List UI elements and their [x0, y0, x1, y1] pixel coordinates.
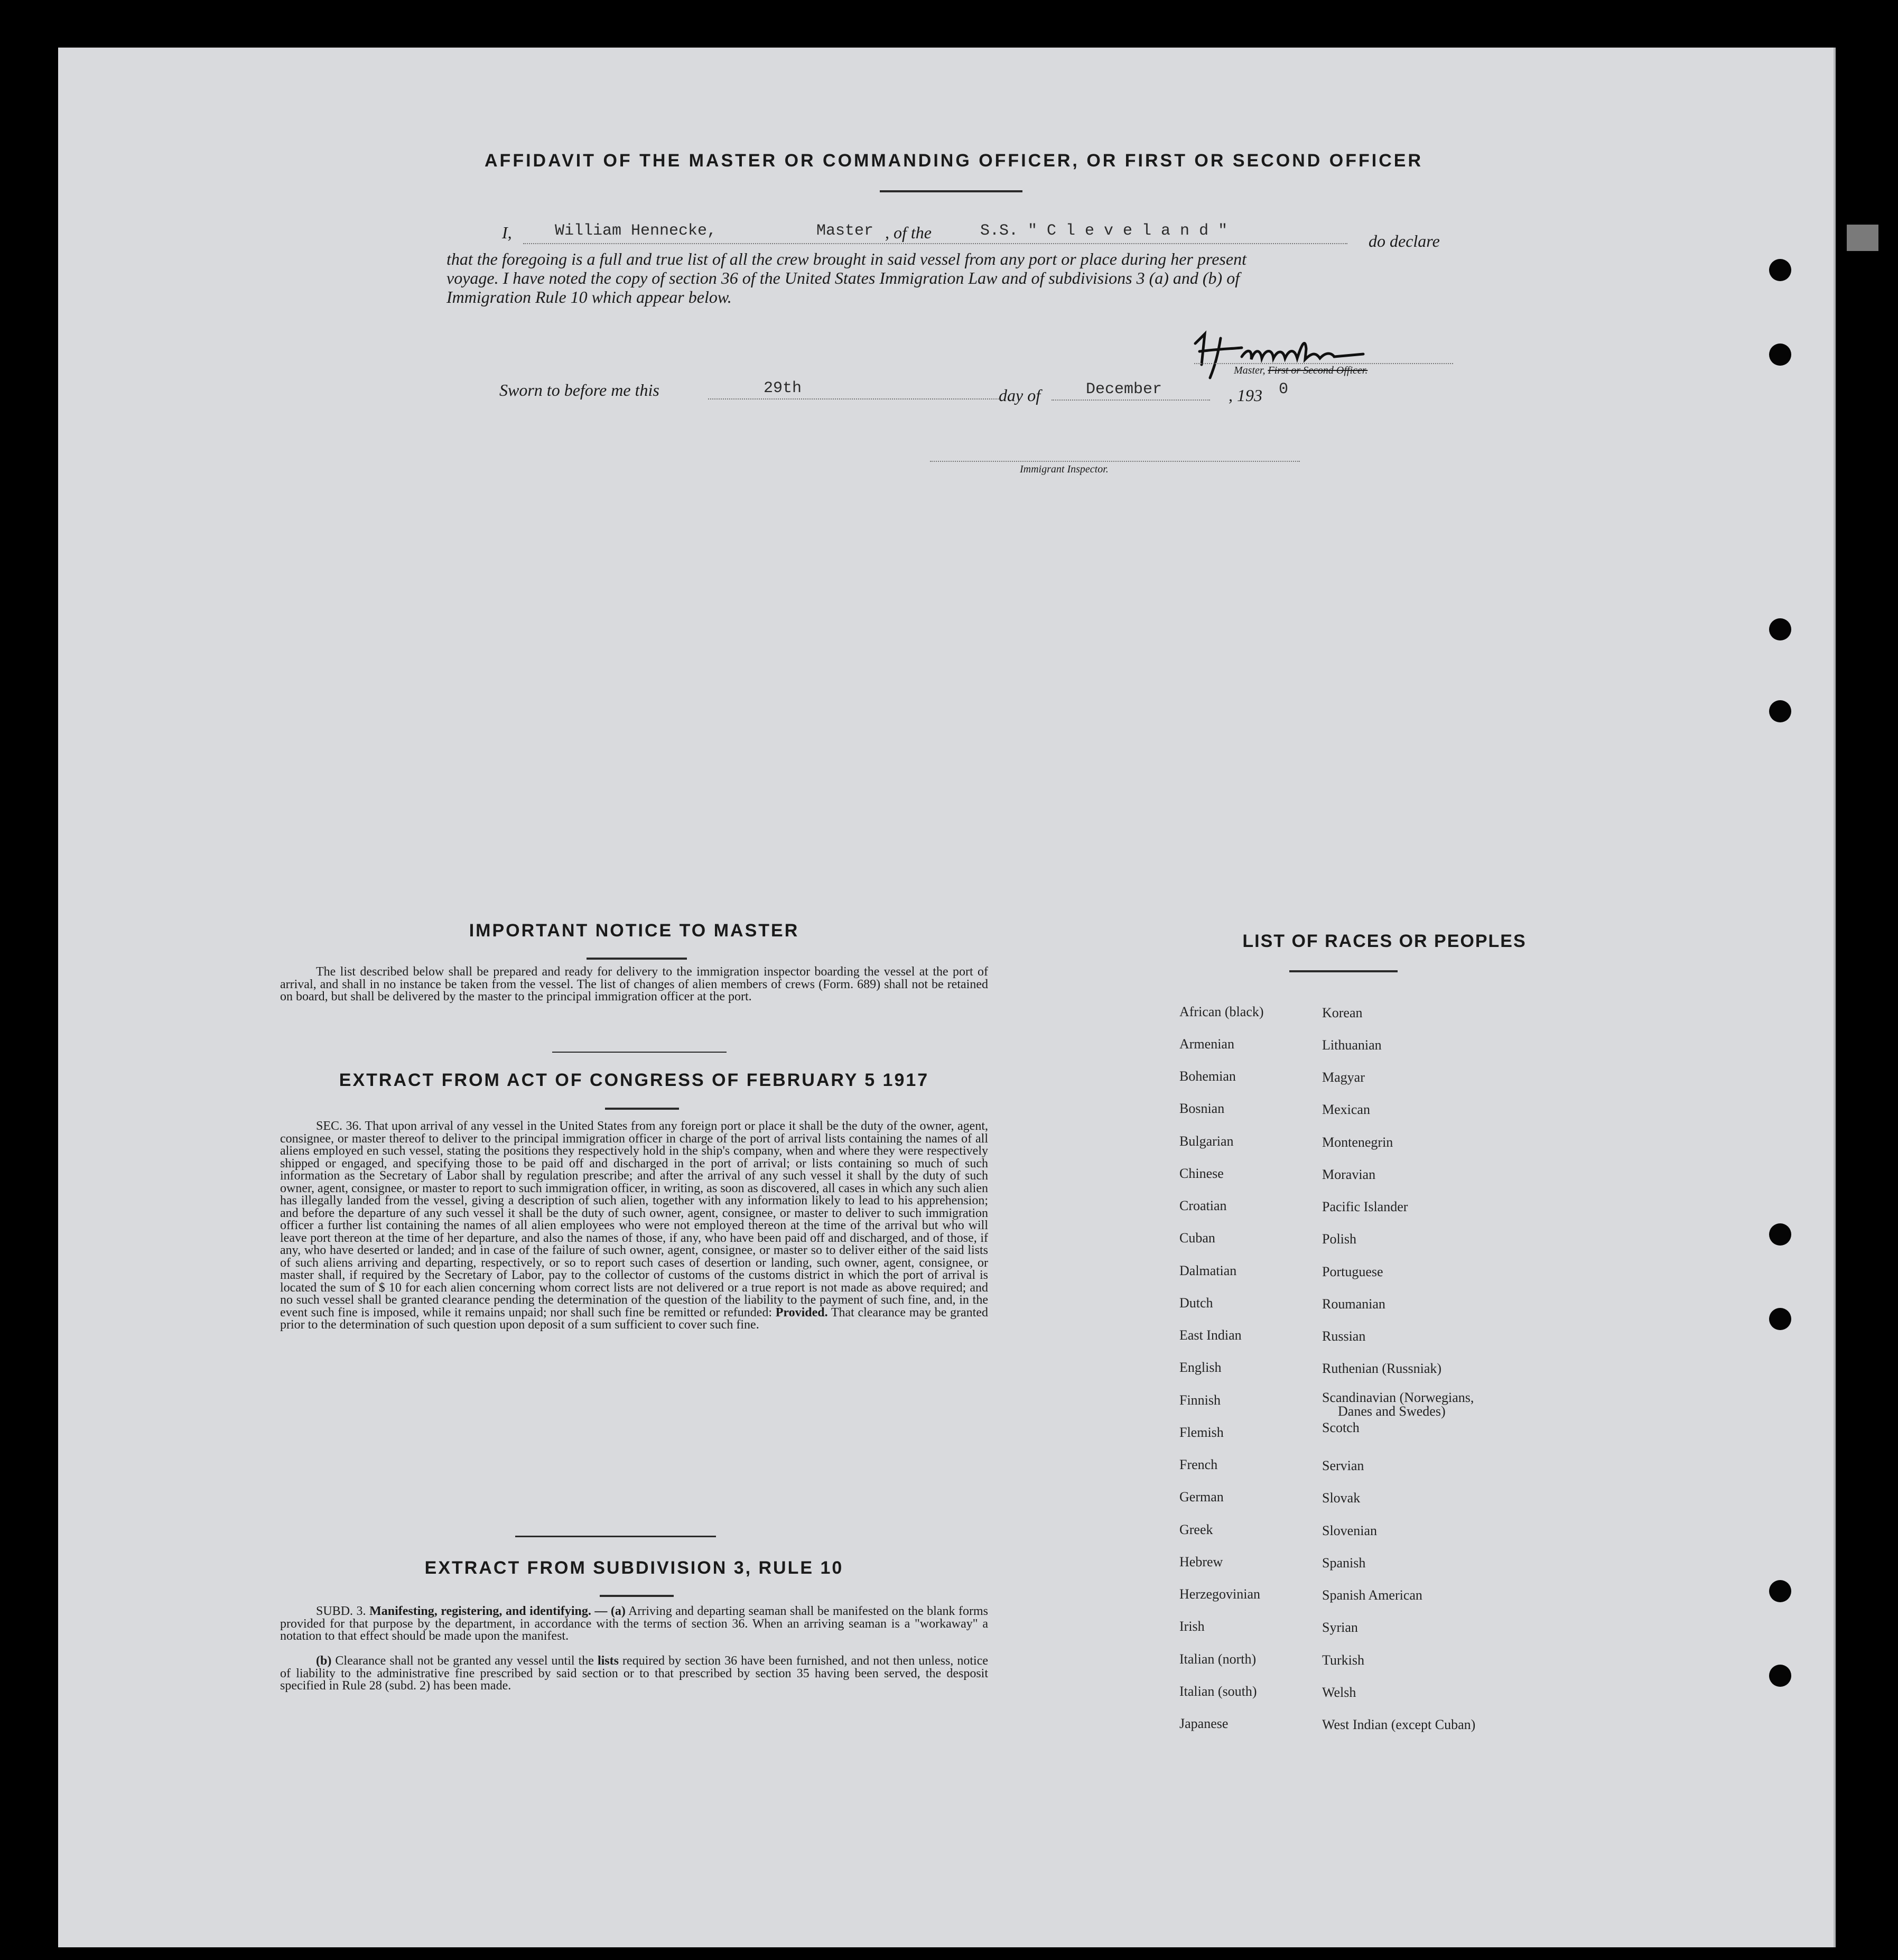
race-item: Bohemian [1179, 1069, 1236, 1084]
race-item: Polish [1322, 1231, 1357, 1247]
race-item: Danes and Swedes) [1338, 1404, 1446, 1419]
act-rule [605, 1108, 679, 1110]
master-signature [1189, 328, 1432, 391]
notice-bottom-rule [552, 1052, 727, 1053]
master-name-field: William Hennecke, [555, 222, 717, 240]
act-title: EXTRACT FROM ACT OF CONGRESS OF FEBRUARY 5 1917 [339, 1070, 929, 1090]
race-item: Scotch [1322, 1420, 1360, 1435]
act-provided: Provided. [775, 1305, 828, 1320]
race-item: Syrian [1322, 1620, 1358, 1635]
race-item: English [1179, 1360, 1222, 1375]
race-item: Flemish [1179, 1425, 1224, 1440]
races-rule [1289, 970, 1398, 972]
race-item: Moravian [1322, 1167, 1376, 1182]
race-item: French [1179, 1457, 1218, 1472]
caption-master: Master, [1234, 365, 1266, 376]
month-dotline [1052, 400, 1210, 401]
signature-dotline [1194, 363, 1453, 364]
race-item: Mexican [1322, 1102, 1370, 1117]
rank-field: Master [816, 222, 874, 240]
race-item: Italian (north) [1179, 1651, 1257, 1667]
name-dotline [523, 243, 1347, 244]
punch-hole [1769, 259, 1791, 281]
punch-hole [1769, 343, 1791, 366]
declare-label: do declare [1369, 231, 1440, 250]
vessel-name-field: S.S. " C l e v e l a n d " [980, 222, 1228, 240]
edge-tab [1847, 225, 1878, 251]
race-item: Ruthenian (Russniak) [1322, 1361, 1442, 1376]
b-text-2: required by section 36 have been furnished, and not then unless, notice of liability to the administrative fine prescribed by said section or to that prescribed by section 35 having been served, the desposit specified in Rule 28 (subd. 2) has been made. [280, 1654, 988, 1693]
act-bottom-rule [515, 1536, 716, 1537]
race-item: Bulgarian [1179, 1134, 1234, 1149]
subd-text: Arriving and departing seaman shall be manifested on the blank forms provided for that purpose by the department, in accordance with the terms of section 36. When an arriving seaman is a "workaway" a notation to that effect should be made upon the manifest. [280, 1604, 989, 1643]
affidavit-line-3: voyage. I have noted the copy of section 36 of the United States Immigration Law and of subdivisions 3 (a) and (b) of [446, 268, 1240, 287]
race-item: Japanese [1179, 1716, 1229, 1731]
race-item: Montenegrin [1322, 1135, 1393, 1150]
race-item: Chinese [1179, 1166, 1224, 1181]
race-item: West Indian (except Cuban) [1322, 1717, 1476, 1732]
race-item: German [1179, 1489, 1224, 1504]
notice-text: The list described below shall be prepared and ready for delivery to the immigration inspector boarding the vessel at the port of arrival, and shall in no instance be taken from the vessel. The list of changes of alien members of crews (Form. 689) shall not be retained on board, but shall be delivered by the master to the principal immigration officer at the port. [280, 965, 988, 1004]
punch-hole [1769, 700, 1791, 722]
race-item: Dalmatian [1179, 1263, 1237, 1278]
rule-title-rule [600, 1595, 674, 1597]
race-item: Russian [1322, 1329, 1366, 1344]
punch-hole [1769, 1308, 1791, 1330]
sworn-label: Sworn to before me this [499, 380, 659, 400]
punch-hole [1769, 1580, 1791, 1602]
sworn-day-field: 29th [764, 379, 802, 397]
race-item: Korean [1322, 1005, 1363, 1020]
race-item: Welsh [1322, 1685, 1356, 1700]
of-the-label: , of the [885, 223, 932, 242]
race-item: Servian [1322, 1458, 1364, 1473]
race-item: Greek [1179, 1522, 1213, 1537]
punch-hole [1769, 1223, 1791, 1246]
race-item: Spanish American [1322, 1587, 1422, 1603]
b-bold: lists [597, 1654, 619, 1668]
race-item: Pacific Islander [1322, 1199, 1408, 1214]
affidavit-title: AFFIDAVIT OF THE MASTER OR COMMANDING OFFICER, OR FIRST OR SECOND OFFICER [485, 151, 1423, 171]
race-item: Turkish [1322, 1652, 1364, 1668]
month-field: December [1086, 380, 1162, 398]
race-item: Slovak [1322, 1490, 1361, 1506]
race-item: Scandinavian (Norwegians, [1322, 1390, 1474, 1405]
subd-label: SUBD. 3. [316, 1604, 366, 1618]
document-page [58, 48, 1836, 1947]
race-item: Portuguese [1322, 1264, 1383, 1279]
inspector-dotline [930, 461, 1300, 462]
affidavit-prefix: I, [502, 223, 512, 242]
day-of-label: day of [999, 386, 1041, 405]
race-item: Cuban [1179, 1230, 1215, 1246]
rule-subd-a [280, 1605, 988, 1643]
race-item: African (black) [1179, 1004, 1264, 1019]
year-digit: 0 [1279, 380, 1289, 398]
b-label: (b) [316, 1654, 332, 1668]
signature-caption [1234, 365, 1367, 377]
race-item: Bosnian [1179, 1101, 1225, 1116]
rule-title: EXTRACT FROM SUBDIVISION 3, RULE 10 [424, 1558, 844, 1578]
notice-rule [587, 958, 687, 960]
caption-struck: First or Second Officer. [1268, 365, 1368, 376]
race-item: Italian (south) [1179, 1684, 1257, 1699]
affidavit-line-2: that the foregoing is a full and true list of all the crew brought in said vessel from any port or place during her present [446, 249, 1246, 268]
races-title: LIST OF RACES OR PEOPLES [1242, 931, 1527, 951]
race-item: Armenian [1179, 1036, 1234, 1052]
punch-hole [1769, 1665, 1791, 1687]
race-item: Roumanian [1322, 1296, 1385, 1312]
notice-title: IMPORTANT NOTICE TO MASTER [469, 921, 799, 941]
race-item: Lithuanian [1322, 1037, 1382, 1053]
year-prefix: , 193 [1229, 386, 1262, 405]
race-item: Spanish [1322, 1555, 1366, 1571]
race-item: Irish [1179, 1619, 1205, 1634]
affidavit-line-4: Immigration Rule 10 which appear below. [446, 287, 732, 306]
rule-subd-b [280, 1655, 988, 1693]
act-text [280, 1120, 988, 1332]
race-item: Slovenian [1322, 1523, 1377, 1538]
subd-bold: Manifesting, registering, and identifying. — (a) [369, 1604, 626, 1618]
b-text-1: Clearance shall not be granted any vessel until the [335, 1654, 594, 1668]
inspector-caption: Immigrant Inspector. [1020, 463, 1109, 475]
race-item: Herzegovinian [1179, 1586, 1261, 1602]
race-item: East Indian [1179, 1327, 1242, 1343]
act-body-end: That clearance may be granted prior to the determination of such question upon deposit of a sum sufficient to cover such fine. [280, 1305, 988, 1332]
title-rule [880, 190, 1022, 192]
act-body: SEC. 36. That upon arrival of any vessel in the United States from any foreign port or place it shall be the duty of the owner, agent, consignee, or master thereof to deliver to the principal immigration officer in charge of the port of arrival lists containing the names of all aliens employed en such vessel, stating the positions they respectively hold in the ship's company, when and where they were respectively shipped or engaged, and specifying those to be paid off and discharged in the port of arrival; or lists containing so much of such information as the Secretary of Labor shall by regulation prescribe; and after the arrival of any such vessel it shall by the duty of such owner, agent, consignee, or master to report to such immigration officer, in writing, as soon as discovered, all cases in which any such alien has illegally landed from the vessel, giving a description of such alien, together with any information likely to lead to his apprehension; and before the departure of any such vessel it shall be the duty of such owner, agent, consignee, or master to deliver to such immigration officer a further list containing the names of all alien employees who were not employed thereon at the time of the arrival but who will leave port thereon at the time of her departure, and also the names of those, if any, who have been paid off and discharged, and of those, if any, who have deserted or landed; and in case of the failure of such owner, agent, consignee, or master so to deliver either of the said lists of such aliens arriving and departing, respectively, or so to report such cases of desertion or landing, such owner, agent, consignee, or master shall, if required by the Secretary of Labor, pay to the collector of customs of the customs district in which the port of arrival is located the sum of $ 10 for each alien concerning whom correct lists are not delivered or a true report is not made as above required; and no such vessel shall be granted clearance pending the determination of the question of the liability to the payment of such fine, and, in the event such fine is imposed, while it remains unpaid; nor shall such fine be remitted or refunded: [280, 1119, 988, 1320]
day-dotline [708, 398, 999, 400]
race-item: Croatian [1179, 1198, 1227, 1213]
race-item: Magyar [1322, 1070, 1365, 1085]
race-item: Dutch [1179, 1295, 1213, 1311]
race-item: Hebrew [1179, 1554, 1223, 1569]
race-item: Finnish [1179, 1392, 1221, 1408]
punch-hole [1769, 618, 1791, 640]
